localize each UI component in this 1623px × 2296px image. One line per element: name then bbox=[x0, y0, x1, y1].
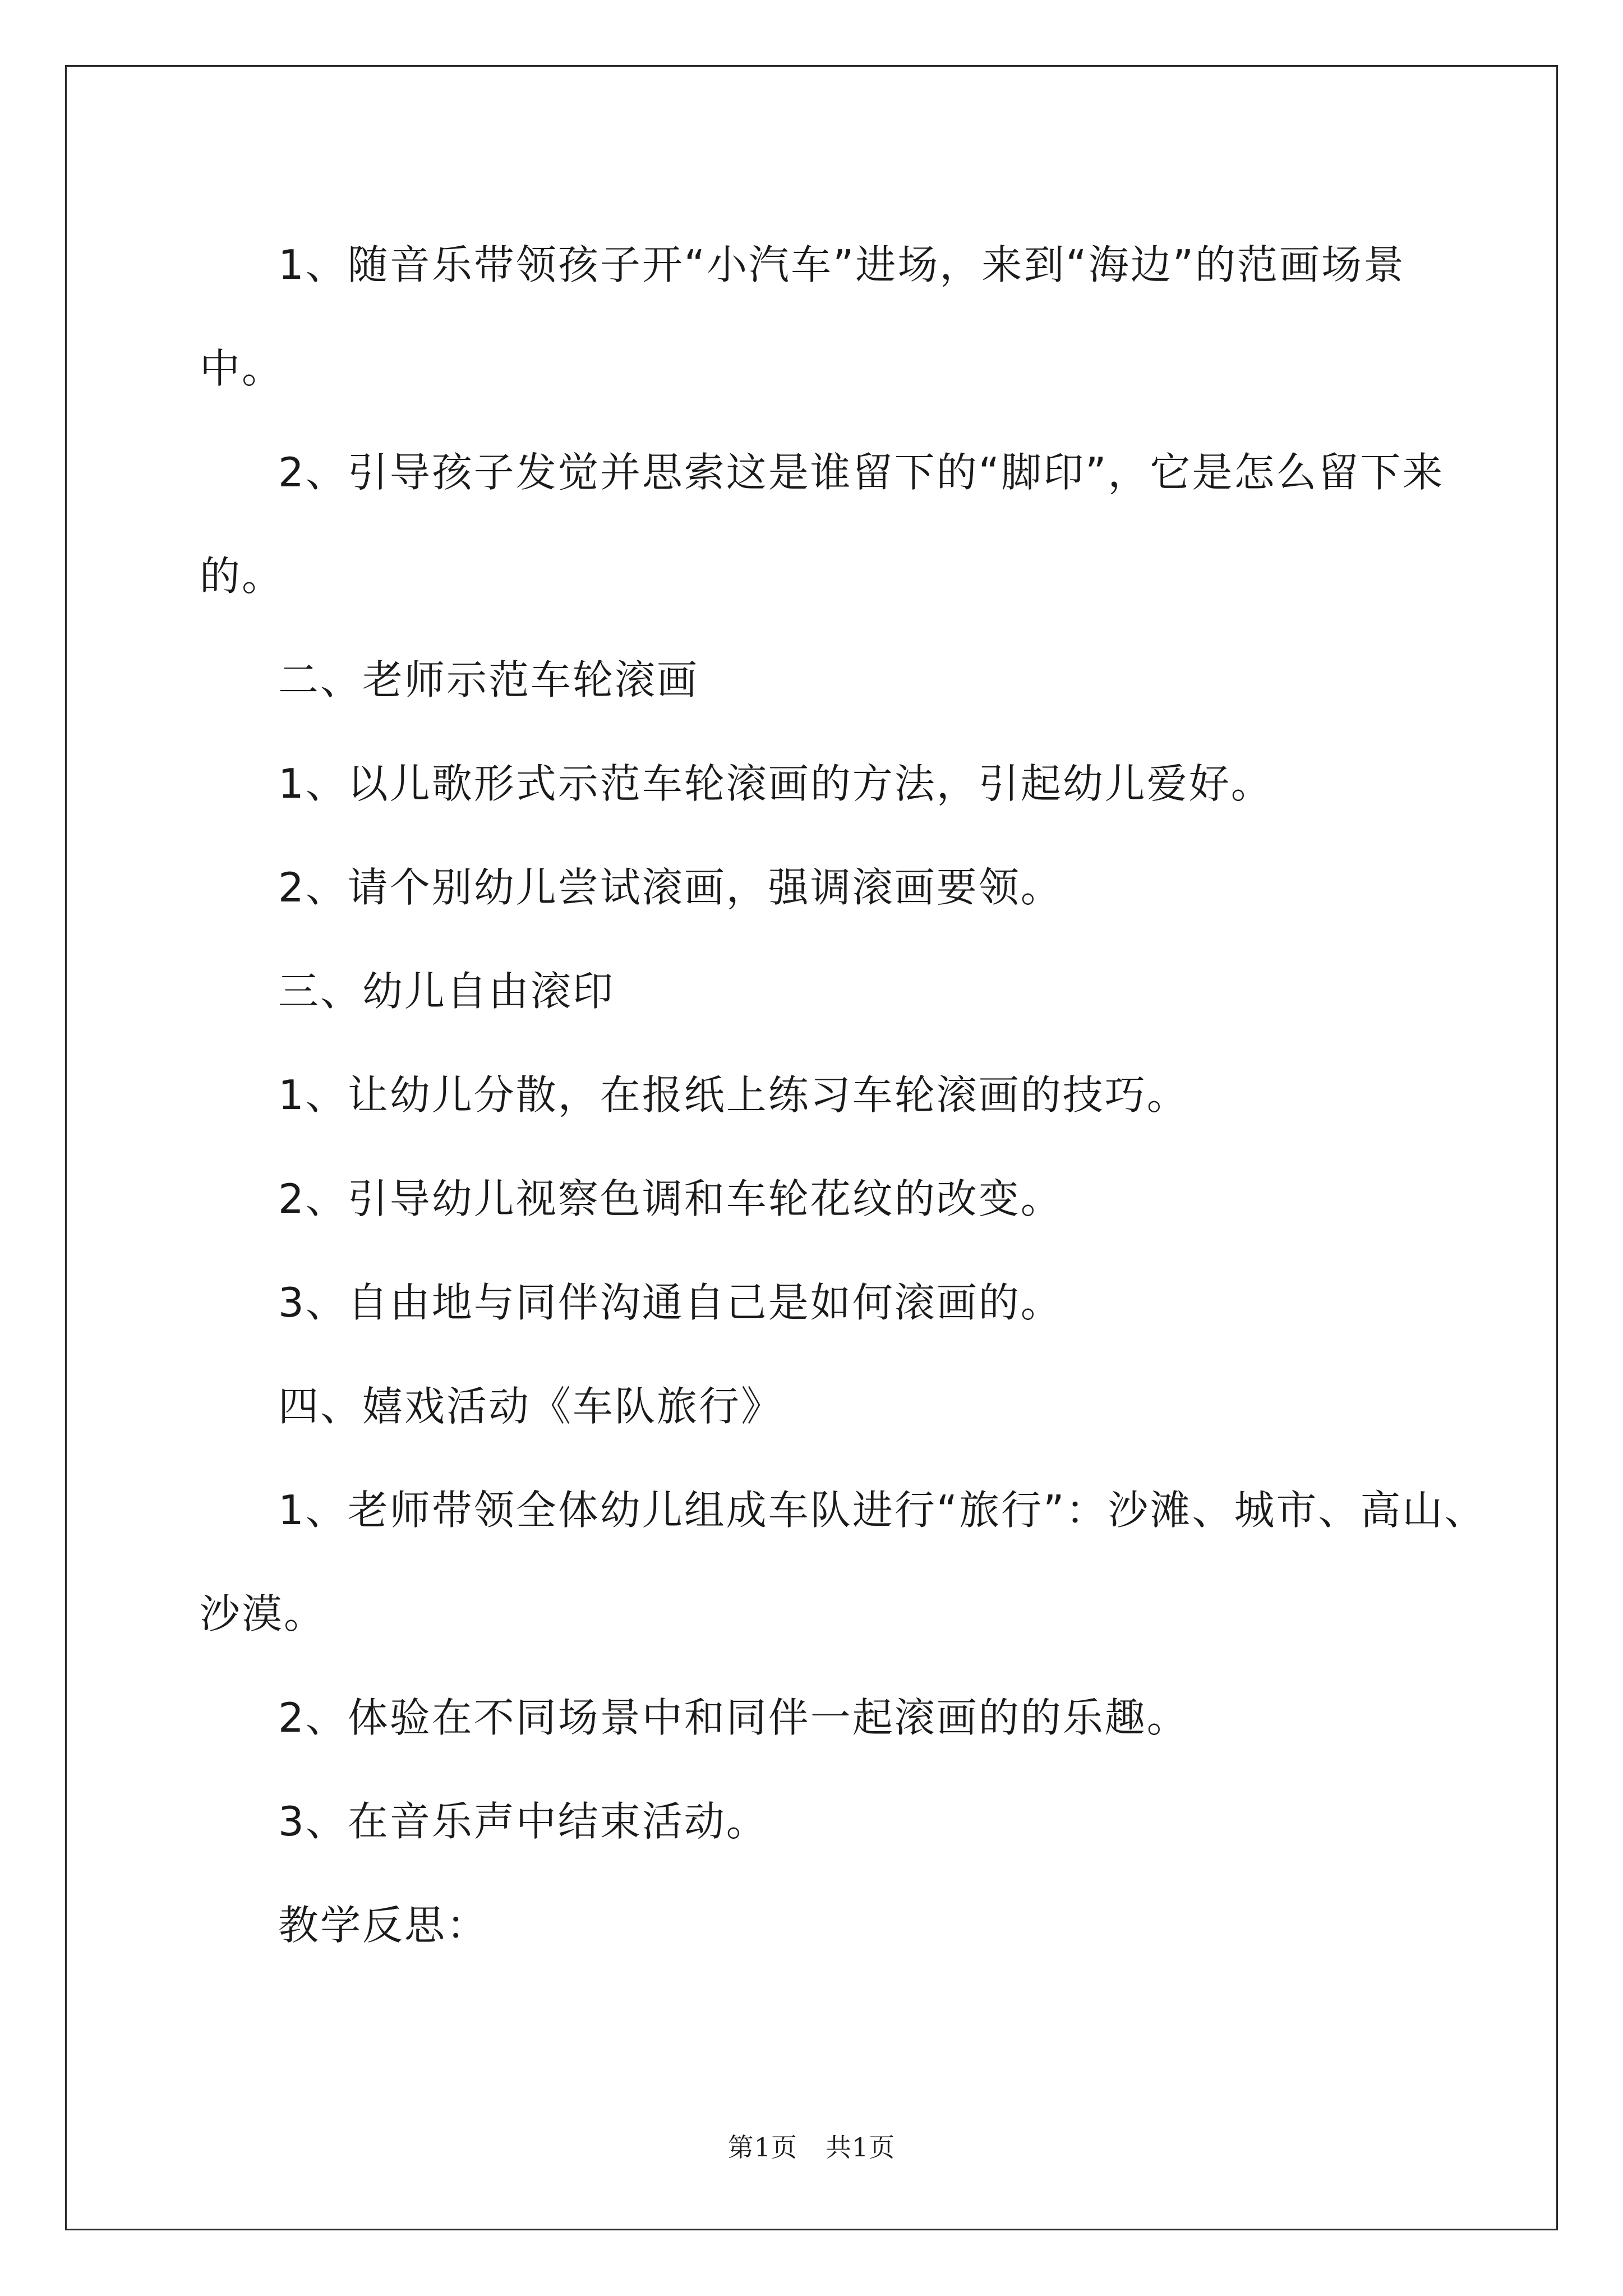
paragraph: 1、让幼儿分散，在报纸上练习车轮滚画的技巧。 bbox=[278, 1071, 1189, 1119]
paragraph-line: 1、随音乐带领孩子开“小汽车”进场，来到“海边”的范画场景 bbox=[278, 241, 1406, 288]
paragraph-line: 的。 bbox=[200, 553, 284, 600]
section-heading: 二、老师示范车轮滚画 bbox=[278, 656, 699, 703]
paragraph-line: 沙漠。 bbox=[200, 1590, 326, 1637]
paragraph-line: 中。 bbox=[200, 345, 284, 392]
paragraph: 2、请个别幼儿尝试滚画，强调滚画要领。 bbox=[278, 864, 1063, 911]
paragraph: 3、在音乐声中结束活动。 bbox=[278, 1798, 768, 1845]
paragraph: 3、自由地与同伴沟通自己是如何滚画的。 bbox=[278, 1279, 1063, 1326]
section-heading: 四、嬉戏活动《车队旅行》 bbox=[278, 1383, 783, 1430]
paragraph-step-2 bbox=[200, 421, 1473, 628]
paragraph-line: 2、引导孩子发觉并思索这是谁留下的“脚印”，它是怎么留下来 bbox=[278, 449, 1445, 496]
paragraph-step-1 bbox=[200, 213, 1473, 421]
page-total: 共1页 bbox=[826, 2132, 896, 2162]
section-heading: 三、幼儿自由滚印 bbox=[278, 968, 615, 1015]
paragraph: 2、引导幼儿视察色调和车轮花纹的改变。 bbox=[278, 1175, 1063, 1222]
paragraph: 2、体验在不同场景中和同伴一起滚画的的乐趣。 bbox=[278, 1694, 1189, 1741]
page-footer bbox=[0, 2127, 1623, 2164]
page-number: 第1页 bbox=[727, 2132, 797, 2162]
document-body bbox=[200, 213, 1487, 1977]
section-heading: 教学反思： bbox=[278, 1902, 489, 1949]
paragraph-line: 1、老师带领全体幼儿组成车队进行“旅行”：沙滩、城市、高山、 bbox=[278, 1487, 1487, 1534]
paragraph: 1、以儿歌形式示范车轮滚画的方法，引起幼儿爱好。 bbox=[278, 760, 1273, 807]
paragraph-activity bbox=[200, 1458, 1487, 1666]
